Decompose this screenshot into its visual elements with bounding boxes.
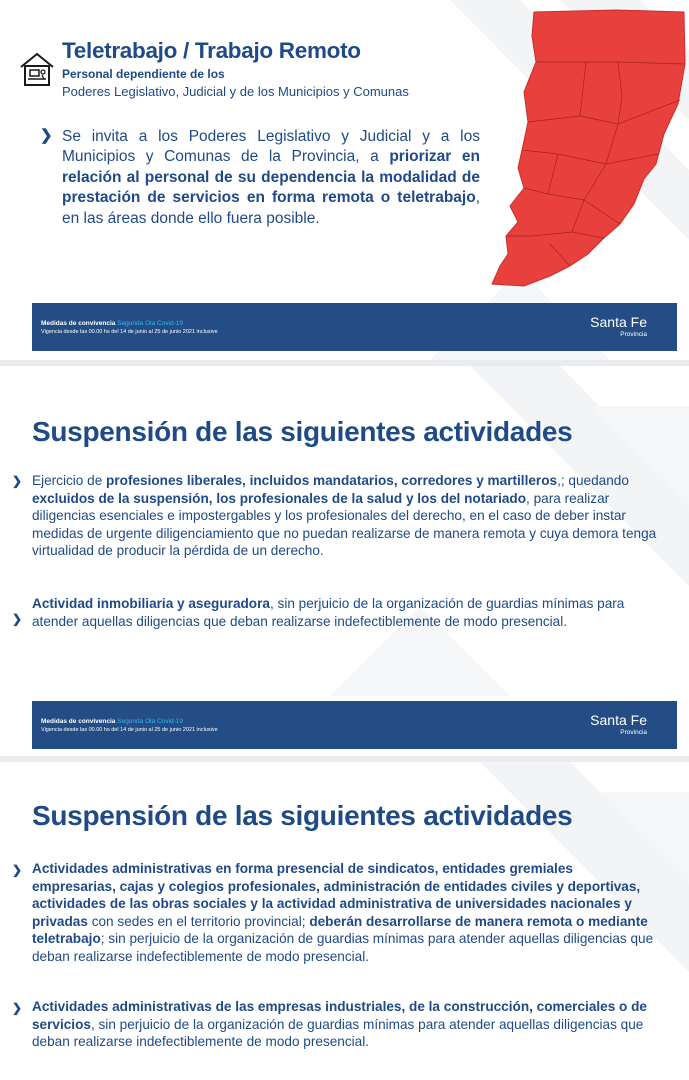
section-title: Suspensión de las siguientes actividades xyxy=(32,416,573,447)
brand-sub: Provincia xyxy=(620,331,647,338)
footer-validity: Vigencia desde las 00.00 hs del 14 de junio al 25 de junio 2021 inclusive xyxy=(41,727,218,733)
footer-label: Medidas de convivencia Segunda Ola Covid-19 xyxy=(41,718,183,725)
brand-sub: Provincia xyxy=(620,729,647,736)
home-office-icon xyxy=(18,50,56,88)
teletrabajo-paragraph: Se invita a los Poderes Legislativo y Judicial y a los Municipios y Comunas de la Provincia, a priorizar en relación al personal de su dependencia la modalidad de prestación de servicios en forma remota o teletrabajo, en las áreas donde ello fuera posible. xyxy=(62,128,480,227)
brand-logo: Santa Fe xyxy=(590,712,647,728)
brand-logo: Santa Fe xyxy=(590,314,647,330)
slide-teletrabajo xyxy=(0,0,689,360)
subtitle: Poderes Legislativo, Judicial y de los Municipios y Comunas xyxy=(62,84,409,99)
footer-bar xyxy=(32,701,677,749)
slide-suspension-2 xyxy=(0,762,689,1080)
footer-bar xyxy=(32,303,677,351)
footer-label: Medidas de convivencia Segunda Ola Covid-19 xyxy=(41,320,183,327)
bullet-chevron-icon: ❯ xyxy=(12,612,23,626)
suspension-item-companies: Actividades administrativas de las empresas industriales, de la construcción, comerciales o de servicios, sin perjuicio de la organización de guardias mínimas para atender aquellas diligencias que deban realizarse indefectiblemente de modo presencial. xyxy=(32,999,647,1049)
footer-validity: Vigencia desde las 00.00 hs del 14 de junio al 25 de junio 2021 inclusive xyxy=(41,329,218,335)
bullet-chevron-icon: ❯ xyxy=(12,1001,23,1015)
page-title: Teletrabajo / Trabajo Remoto xyxy=(62,38,361,63)
bullet-chevron-icon: ❯ xyxy=(40,127,53,144)
suspension-item-professions: Ejercicio de profesiones liberales, incluidos mandatarios, corredores y martilleros,; quedando excluidos de la suspensión, los profesionales de la salud y los del notariado, para realizar diligencias esenciales e impostergables y los profesionales del derecho, en el caso de deber instar medidas de urgente diligenciamiento que no puedan realizarse de manera remota y cuya demora tenga virtualidad de producir la pérdida de un derecho. xyxy=(32,473,657,558)
bullet-chevron-icon: ❯ xyxy=(12,474,23,488)
subtitle-bold: Personal dependiente de los xyxy=(62,67,225,81)
bullet-chevron-icon: ❯ xyxy=(12,863,23,877)
suspension-item-real-estate: Actividad inmobiliaria y aseguradora, sin perjuicio de la organización de guardias mínimas para atender aquellas diligencias que deban realizarse indefectiblemente de modo presencial. xyxy=(32,596,625,629)
section-title: Suspensión de las siguientes actividades xyxy=(32,800,573,831)
province-map xyxy=(488,4,689,290)
slide-suspension-1 xyxy=(0,366,689,756)
suspension-item-unions: Actividades administrativas en forma presencial de sindicatos, entidades gremiales empresarias, cajas y colegios profesionales, administración de entidades civiles y deportivas, actividades de las obras sociales y la actividad administrativa de universidades nacionales y privadas con sedes en el territorio provincial; deberán desarrollarse de manera remota o mediante teletrabajo; sin perjuicio de la organización de guardias mínimas para atender aquellas diligencias que deban realizarse indefectiblemente de modo presencial. xyxy=(32,861,654,964)
